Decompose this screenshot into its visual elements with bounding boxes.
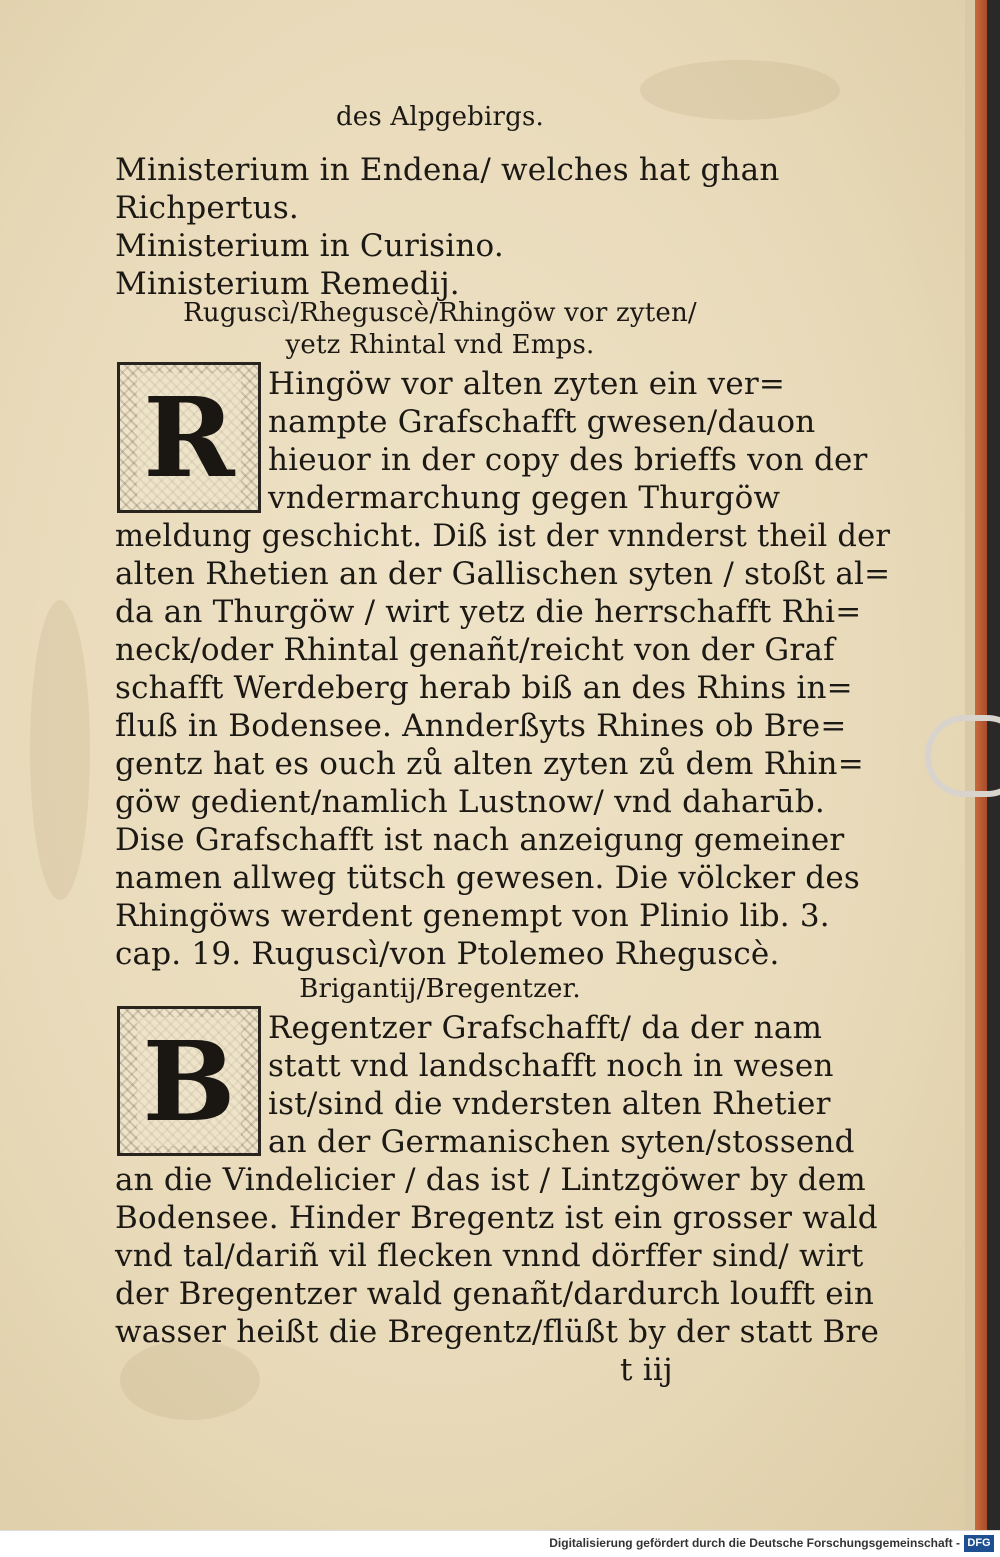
text-line: nampte Grafschafft gwesen/dauon <box>268 404 816 440</box>
text-line: vnd tal/dariñ vil flecken vnnd dörffer sind/ wirt <box>115 1238 864 1274</box>
funding-credit: Digitalisierung gefördert durch die Deutsche Forschungsgemeinschaft - <box>549 1536 960 1550</box>
signature-mark: t iij <box>620 1352 673 1388</box>
section-heading: yetz Rhintal vnd Emps. <box>285 330 595 360</box>
text-line: Bodensee. Hinder Bregentz ist ein grosser wald <box>115 1200 878 1236</box>
text-line: schafft Werdeberg herab biß an des Rhins in= <box>115 670 853 706</box>
text-line: ist/sind die vndersten alten Rhetier <box>268 1086 831 1122</box>
text-line: an der Germanischen syten/stossend <box>268 1124 855 1160</box>
section-heading: Ruguscì/Rheguscè/Rhingöw vor zyten/ <box>183 298 697 328</box>
text-line: Hingöw vor alten zyten ein ver= <box>268 366 786 402</box>
text-line: cap. 19. Ruguscì/von Ptolemeo Rheguscè. <box>115 936 780 972</box>
text-line: an die Vindelicier / das ist / Lintzgöwer by dem <box>115 1162 866 1198</box>
text-line: meldung geschicht. Diß ist der vnnderst theil der <box>115 518 891 554</box>
text-line: der Bregentzer wald genañt/dardurch loufft ein <box>115 1276 875 1312</box>
text-line: Regentzer Grafschafft/ da der nam <box>268 1010 823 1046</box>
text-line: Dise Grafschafft ist nach anzeigung gemeiner <box>115 822 845 858</box>
text-line: Ministerium in Endena/ welches hat ghan <box>115 152 780 188</box>
text-line: alten Rhetien an der Gallischen syten / stoßt al= <box>115 556 891 592</box>
footer-bar <box>0 1530 1000 1557</box>
text-line: göw gedient/namlich Lustnow/ vnd daharūb. <box>115 784 825 820</box>
dfg-logo-icon: DFG <box>964 1535 994 1552</box>
text-line: wasser heißt die Bregentz/flüßt by der statt Bre <box>115 1314 879 1350</box>
text-line: da an Thurgöw / wirt yetz die herrschafft Rhi= <box>115 594 862 630</box>
text-line: Richpertus. <box>115 190 299 226</box>
text-line: namen allweg tütsch gewesen. Die völcker des <box>115 860 860 896</box>
section-heading: Brigantij/Bregentzer. <box>299 974 581 1004</box>
text-line: statt vnd landschafft noch in wesen <box>268 1048 834 1084</box>
text-line: Ministerium in Curisino. <box>115 228 504 264</box>
text-line: Ministerium Remedij. <box>115 266 460 302</box>
decorated-initial-r: R <box>117 362 261 513</box>
decorated-initial-b: B <box>117 1006 261 1156</box>
text-line: vndermarchung gegen Thurgöw <box>268 480 781 516</box>
text-line: fluß in Bodensee. Annderßyts Rhines ob Bre= <box>115 708 847 744</box>
text-line: gentz hat es ouch zů alten zyten zů dem Rhin= <box>115 746 864 782</box>
running-title: des Alpgebirgs. <box>335 102 545 132</box>
text-line: Rhingöws werdent genempt von Plinio lib. 3. <box>115 898 830 934</box>
text-line: neck/oder Rhintal genañt/reicht von der Graf <box>115 632 835 668</box>
text-line: hieuor in der copy des brieffs von der <box>268 442 868 478</box>
